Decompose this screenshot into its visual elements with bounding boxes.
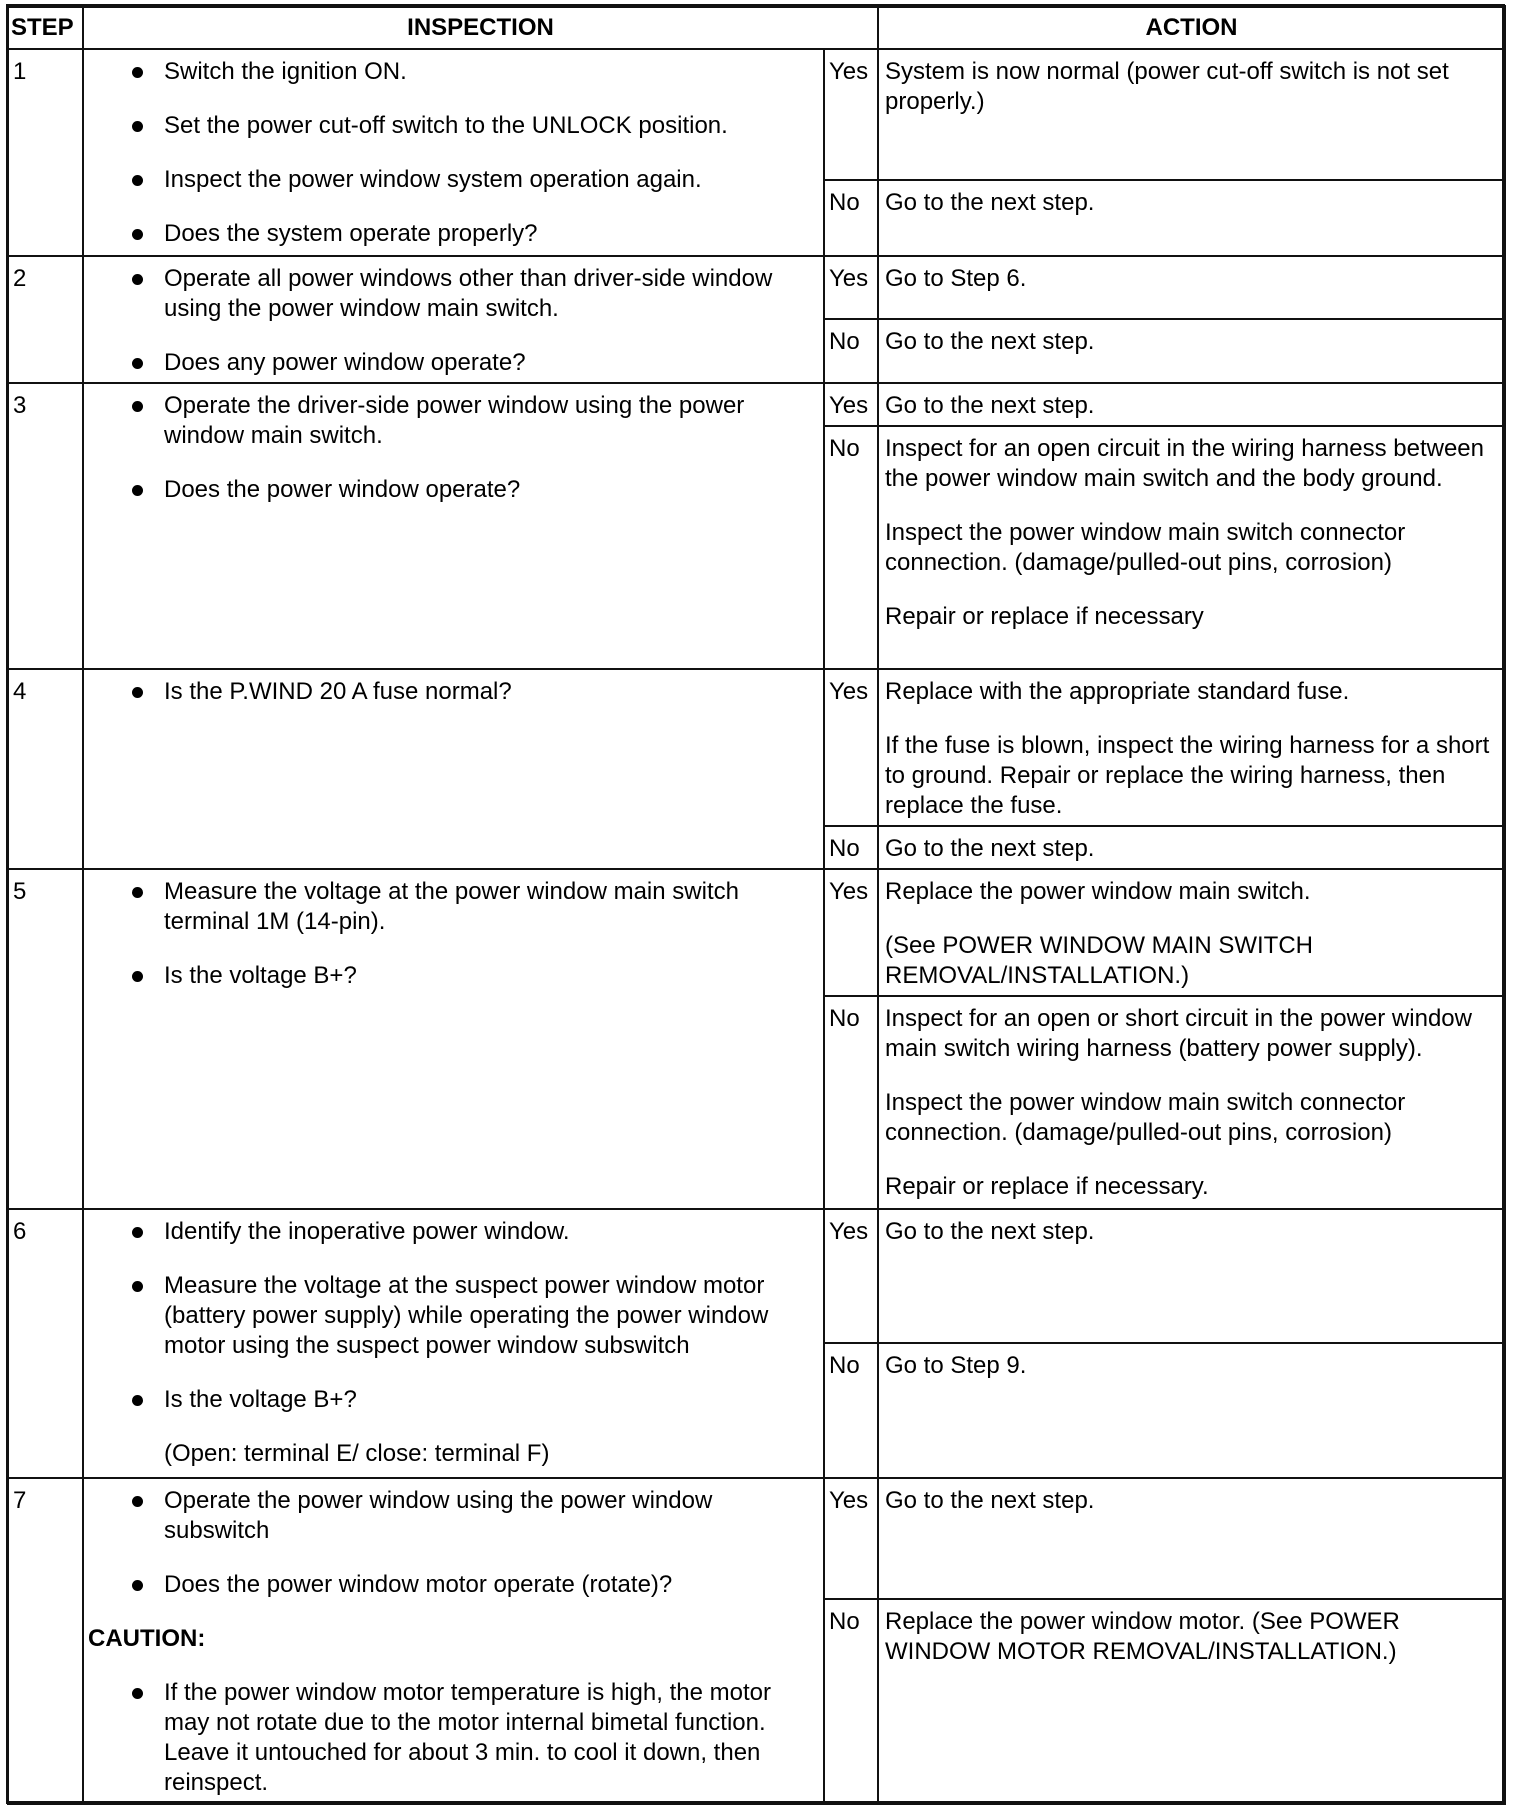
step-row — [8, 49, 1505, 180]
diagnostic-table — [7, 5, 1506, 1805]
no-label: No — [824, 1343, 878, 1478]
no-action-cell — [878, 1343, 1505, 1478]
action-paragraph: Go to the next step. — [885, 1486, 1095, 1514]
no-label: No — [824, 1599, 878, 1804]
table-body — [8, 49, 1505, 1804]
inspection-text: Operate the driver-side power window using the power window main switch. — [164, 391, 745, 449]
no-action-cell — [878, 426, 1505, 669]
no-label: No — [824, 996, 878, 1209]
bullet-icon — [132, 1227, 143, 1238]
yes-label: Yes — [824, 869, 878, 996]
bullet-icon — [132, 175, 143, 186]
yes-label: Yes — [824, 256, 878, 319]
inspection-item — [88, 165, 805, 195]
inspection-item — [88, 1385, 805, 1415]
step-number: 1 — [8, 49, 83, 256]
inspection-item — [88, 219, 805, 249]
no-action-cell — [878, 180, 1505, 256]
inspection-note: (Open: terminal E/ close: terminal F) — [164, 1439, 550, 1467]
action-paragraph: Inspect the power window main switch connector connection. (damage/pulled-out pins, corrosion) — [885, 1088, 1406, 1146]
step-row — [8, 669, 1505, 826]
inspection-cell — [83, 49, 824, 256]
bullet-icon — [132, 1395, 143, 1406]
action-paragraph: Repair or replace if necessary. — [885, 1172, 1209, 1200]
inspection-item — [88, 264, 805, 324]
action-paragraph: Replace the power window main switch. — [885, 877, 1311, 905]
bullet-icon — [132, 485, 143, 496]
inspection-cell — [83, 669, 824, 869]
header-inspection: INSPECTION — [83, 7, 878, 49]
no-action-cell — [878, 826, 1505, 869]
inspection-cell — [83, 256, 824, 383]
table-header-row — [8, 7, 1505, 49]
inspection-text: Does the power window operate? — [164, 475, 521, 503]
step-number: 6 — [8, 1209, 83, 1478]
header-step: STEP — [8, 7, 83, 49]
yes-label: Yes — [824, 383, 878, 426]
step-row — [8, 1209, 1505, 1344]
step-row — [8, 869, 1505, 996]
action-paragraph: If the fuse is blown, inspect the wiring harness for a short to ground. Repair or replace the wiring harness, then replace the fuse. — [885, 731, 1490, 819]
inspection-item — [88, 1570, 805, 1600]
inspection-text: Operate the power window using the power window subswitch — [164, 1486, 713, 1544]
action-paragraph: Go to the next step. — [885, 391, 1095, 419]
inspection-cell — [83, 1478, 824, 1804]
inspection-text: Does the power window motor operate (rotate)? — [164, 1570, 673, 1598]
yes-label: Yes — [824, 1209, 878, 1344]
step-number: 3 — [8, 383, 83, 669]
caution-text: If the power window motor temperature is high, the motor may not rotate due to the motor internal bimetal function. Leave it untouched for about 3 min. to cool it down, then reinspect. — [164, 1678, 771, 1796]
inspection-item — [88, 1217, 805, 1247]
bullet-icon — [132, 401, 143, 412]
bullet-icon — [132, 358, 143, 369]
bullet-icon — [132, 1281, 143, 1292]
inspection-cell — [83, 869, 824, 1209]
step-number: 4 — [8, 669, 83, 869]
inspection-text: Set the power cut-off switch to the UNLOCK position. — [164, 111, 728, 139]
inspection-text: Identify the inoperative power window. — [164, 1217, 570, 1245]
yes-label: Yes — [824, 1478, 878, 1599]
yes-action-cell — [878, 1478, 1505, 1599]
action-paragraph: Go to Step 9. — [885, 1352, 1027, 1379]
bullet-icon — [132, 67, 143, 78]
caution-label: CAUTION: — [88, 1624, 206, 1652]
inspection-cell — [83, 383, 824, 669]
action-paragraph: (See POWER WINDOW MAIN SWITCH REMOVAL/INSTALLATION.) — [885, 931, 1313, 989]
yes-action-cell — [878, 383, 1505, 426]
step-row — [8, 256, 1505, 319]
inspection-text: Measure the voltage at the power window main switch terminal 1M (14-pin). — [164, 877, 739, 935]
step-row — [8, 383, 1505, 426]
inspection-text: Is the voltage B+? — [164, 1385, 357, 1413]
inspection-text: Does the system operate properly? — [164, 219, 538, 247]
step-row — [8, 1478, 1505, 1599]
action-paragraph: Repair or replace if necessary — [885, 602, 1204, 630]
action-paragraph: Go to the next step. — [885, 188, 1095, 216]
inspection-item — [88, 1486, 805, 1546]
action-paragraph: Go to the next step. — [885, 834, 1095, 862]
bullet-icon — [132, 971, 143, 982]
action-paragraph: System is now normal (power cut-off switch is not set properly.) — [885, 57, 1449, 115]
inspection-text: Switch the ignition ON. — [164, 57, 407, 85]
yes-label: Yes — [824, 669, 878, 826]
action-paragraph: Go to the next step. — [885, 327, 1095, 355]
bullet-icon — [132, 887, 143, 898]
action-paragraph: Go to Step 6. — [885, 264, 1027, 292]
inspection-item — [88, 961, 805, 991]
bullet-icon — [132, 1580, 143, 1591]
bullet-icon — [132, 687, 143, 698]
no-label: No — [824, 180, 878, 256]
inspection-text: Operate all power windows other than driver-side window using the power window main switch. — [164, 264, 773, 322]
no-label: No — [824, 426, 878, 669]
step-number: 2 — [8, 256, 83, 383]
action-paragraph: Inspect for an open or short circuit in the power window main switch wiring harness (battery power supply). — [885, 1004, 1472, 1062]
bullet-icon — [132, 121, 143, 132]
inspection-item — [88, 391, 805, 451]
action-paragraph: Inspect for an open circuit in the wiring harness between the power window main switch and the body ground. — [885, 434, 1485, 492]
yes-action-cell — [878, 669, 1505, 826]
yes-action-cell — [878, 49, 1505, 180]
yes-action-cell — [878, 1209, 1505, 1344]
bullet-icon — [132, 1688, 143, 1699]
header-action: ACTION — [878, 7, 1505, 49]
yes-label: Yes — [824, 49, 878, 180]
inspection-cell — [83, 1209, 824, 1478]
caution-item — [88, 1678, 805, 1798]
inspection-item — [88, 475, 805, 505]
inspection-text: Is the P.WIND 20 A fuse normal? — [164, 677, 512, 705]
action-paragraph: Go to the next step. — [885, 1217, 1095, 1245]
inspection-item — [88, 677, 805, 707]
action-paragraph: Replace with the appropriate standard fuse. — [885, 677, 1350, 705]
yes-action-cell — [878, 256, 1505, 319]
inspection-item — [88, 1271, 805, 1361]
no-label: No — [824, 319, 878, 383]
inspection-item — [88, 877, 805, 937]
no-label: No — [824, 826, 878, 869]
inspection-item — [88, 348, 805, 378]
bullet-icon — [132, 274, 143, 285]
no-action-cell — [878, 996, 1505, 1209]
yes-action-cell — [878, 869, 1505, 996]
inspection-text: Does any power window operate? — [164, 348, 526, 376]
step-number: 5 — [8, 869, 83, 1209]
bullet-icon — [132, 1496, 143, 1507]
action-paragraph: Replace the power window motor. (See POWER WINDOW MOTOR REMOVAL/INSTALLATION.) — [885, 1607, 1400, 1665]
inspection-text: Inspect the power window system operation again. — [164, 165, 702, 193]
inspection-item — [88, 57, 805, 87]
inspection-item — [88, 111, 805, 141]
step-number: 7 — [8, 1478, 83, 1804]
inspection-text: Is the voltage B+? — [164, 961, 357, 989]
no-action-cell — [878, 319, 1505, 383]
bullet-icon — [132, 229, 143, 240]
inspection-text: Measure the voltage at the suspect power window motor (battery power supply) while operating the power window motor using the suspect power window subswitch — [164, 1271, 769, 1359]
action-paragraph: Inspect the power window main switch connector connection. (damage/pulled-out pins, corrosion) — [885, 518, 1406, 576]
no-action-cell — [878, 1599, 1505, 1804]
